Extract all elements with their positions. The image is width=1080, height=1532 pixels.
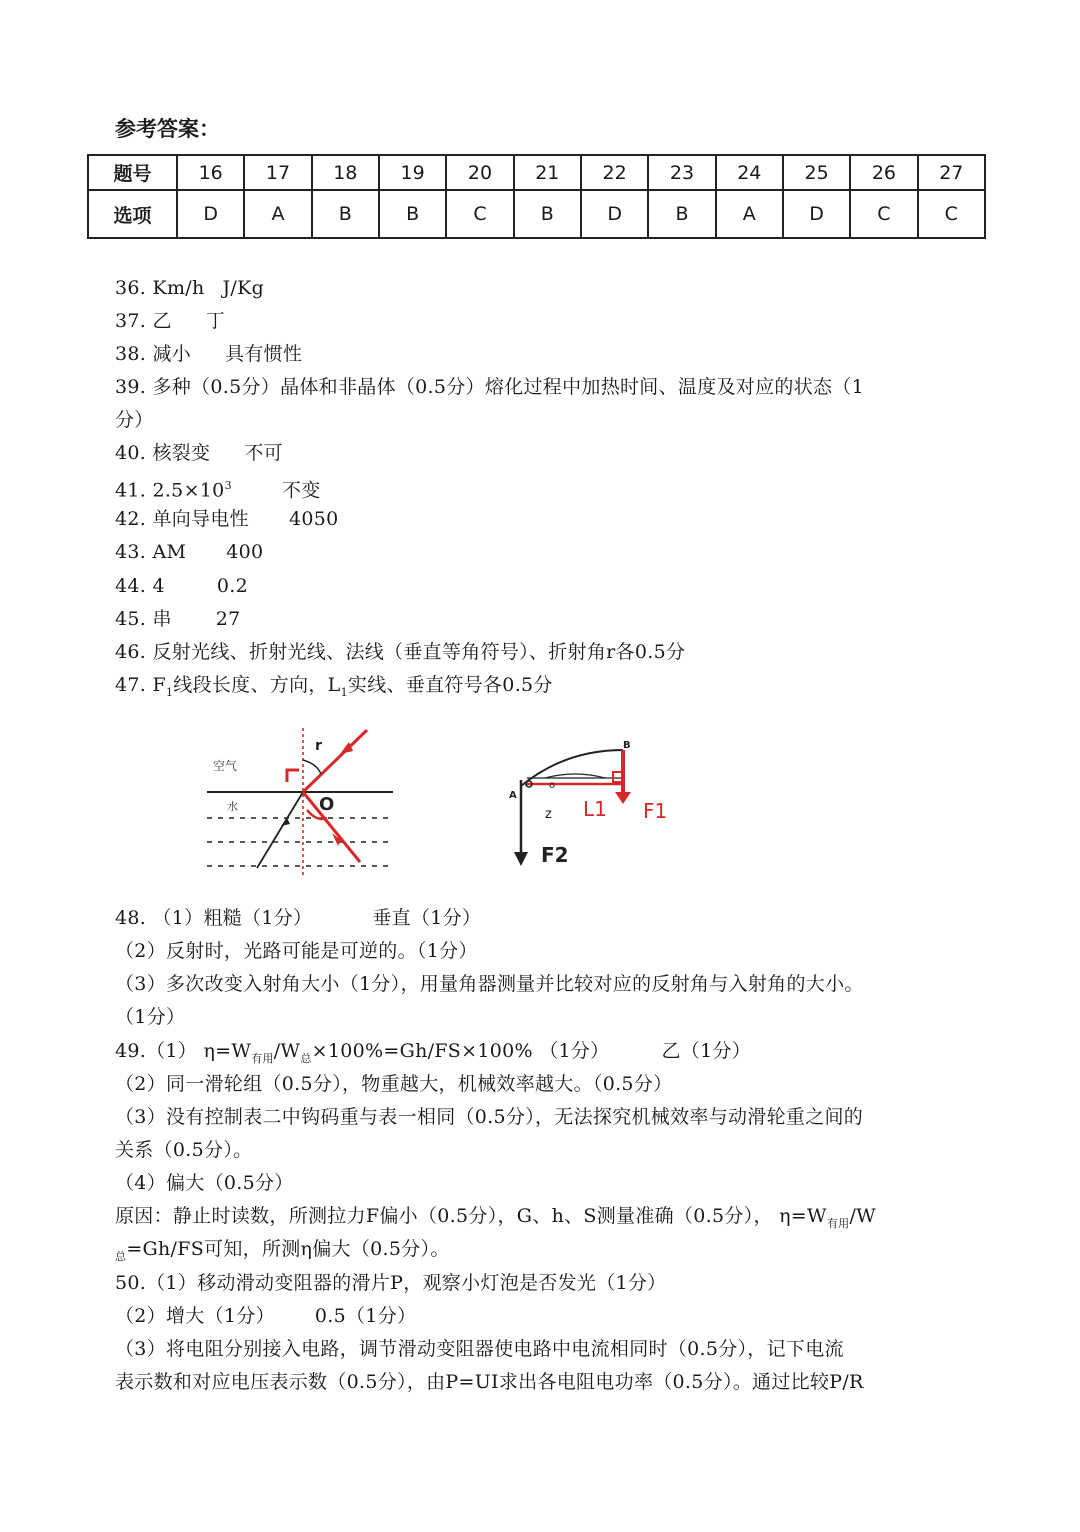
answer-text: 38. 减小 bbox=[115, 343, 192, 365]
answer-line-50-3b: 表示数和对应电压表示数（0.5分），由P=UI求出各电阻电功率（0.5分）。通过比较P/R bbox=[115, 1371, 864, 1393]
table-cell: 26 bbox=[850, 155, 917, 190]
answer-text: 41. 2.5×10 bbox=[115, 479, 225, 502]
superscript: 3 bbox=[224, 479, 232, 492]
answer-line-39: 39. 多种（0.5分）晶体和非晶体（0.5分）熔化过程中加热时间、温度及对应的状态（1 bbox=[115, 376, 864, 398]
answer-text: 0.2 bbox=[216, 575, 248, 597]
answer-text: 400 bbox=[226, 541, 264, 563]
answer-text: 36. Km/h bbox=[115, 277, 205, 299]
answer-text: ×100%=Gh/FS×100% （1分） bbox=[311, 1040, 610, 1062]
answer-line-47 bbox=[115, 673, 553, 705]
answer-text: 原因：静止时读数，所测拉力F偏小（0.5分），G、h、S测量准确（0.5分）， η=W bbox=[115, 1205, 827, 1227]
answer-text: （2）增大（1分） bbox=[115, 1305, 275, 1327]
lever-arm bbox=[521, 750, 623, 786]
answer-text: 40. 核裂变 bbox=[115, 442, 211, 464]
air-label: 空气 bbox=[213, 759, 238, 773]
answer-text: 45. 串 bbox=[115, 608, 172, 630]
answer-text: 47. F bbox=[115, 674, 166, 696]
table-cell: 23 bbox=[648, 155, 715, 190]
answer-text: 实线、垂直符号各0.5分 bbox=[347, 674, 553, 696]
answer-line-42 bbox=[115, 507, 339, 531]
subscript: 有用 bbox=[251, 1051, 274, 1065]
answer-line-41 bbox=[115, 474, 321, 502]
answer-line-43 bbox=[115, 540, 263, 564]
angle-arc bbox=[303, 760, 321, 774]
table-cell: C bbox=[918, 190, 985, 238]
table-cell: 22 bbox=[581, 155, 648, 190]
answer-text: 44. 4 bbox=[115, 575, 165, 597]
subscript: 有用 bbox=[826, 1216, 850, 1230]
page-title: 参考答案： bbox=[115, 117, 220, 141]
answer-text: 乙（1分） bbox=[661, 1040, 752, 1062]
answer-line-50-3: （3）将电阻分别接入电路，调节滑动变阻器使电路中电流相同时（0.5分），记下电流 bbox=[115, 1338, 844, 1360]
table-cell: A bbox=[244, 190, 311, 238]
subscript: 1 bbox=[165, 685, 174, 699]
subscript: 总 bbox=[115, 1249, 127, 1263]
table-cell: 24 bbox=[716, 155, 783, 190]
table-cell: D bbox=[581, 190, 648, 238]
answer-text: 不变 bbox=[281, 479, 321, 502]
table-cell: B bbox=[514, 190, 581, 238]
incident-ray bbox=[257, 792, 303, 868]
f2-label: F2 bbox=[541, 843, 569, 867]
b-label: B bbox=[623, 740, 631, 751]
answer-line-48-3b: （1分） bbox=[115, 1006, 186, 1028]
subscript: 总 bbox=[300, 1051, 312, 1065]
table-row-choices bbox=[88, 190, 985, 238]
answer-text: 48. （1）粗糙（1分） bbox=[115, 907, 313, 929]
table-head-number: 题号 bbox=[88, 155, 177, 190]
subscript: 1 bbox=[340, 685, 348, 699]
water-label: 水 bbox=[227, 800, 238, 813]
arrow-icon bbox=[615, 792, 631, 804]
o-label: o bbox=[549, 780, 556, 791]
answer-line-49-3b: 关系（0.5分）。 bbox=[115, 1139, 253, 1161]
table-row-numbers bbox=[88, 155, 985, 190]
perpendicular-mark bbox=[287, 770, 299, 782]
refraction-diagram bbox=[195, 720, 405, 880]
table-cell: 27 bbox=[918, 155, 985, 190]
answer-line-50-2 bbox=[115, 1304, 416, 1328]
answer-line-49-3: （3）没有控制表二中钩码重与表一相同（0.5分），无法探究机械效率与动滑轮重之间的 bbox=[115, 1106, 864, 1128]
answer-line-46: 46. 反射光线、折射光线、法线（垂直等角符号）、折射角r各0.5分 bbox=[115, 641, 686, 663]
answer-line-49 bbox=[115, 1039, 751, 1071]
table-cell: B bbox=[648, 190, 715, 238]
table-cell: 25 bbox=[783, 155, 850, 190]
table-cell: B bbox=[312, 190, 379, 238]
table-cell: 18 bbox=[312, 155, 379, 190]
answer-text: 4050 bbox=[288, 508, 339, 530]
answer-text: 49.（1） η=W bbox=[115, 1040, 252, 1062]
answer-line-38 bbox=[115, 342, 302, 366]
table-cell: D bbox=[177, 190, 244, 238]
answer-text: 线段长度、方向，L bbox=[173, 674, 341, 696]
table-cell: 19 bbox=[379, 155, 446, 190]
table-cell: C bbox=[850, 190, 917, 238]
answer-line-37 bbox=[115, 309, 225, 333]
l1-label: L1 bbox=[583, 797, 607, 821]
answer-line-39b: 分） bbox=[115, 409, 154, 431]
answer-text: 不可 bbox=[244, 442, 283, 464]
point-label: O bbox=[319, 794, 335, 815]
answer-text: 27 bbox=[215, 608, 241, 630]
answer-line-49-6 bbox=[115, 1237, 450, 1269]
arrow-icon bbox=[514, 852, 528, 866]
table-cell: 16 bbox=[177, 155, 244, 190]
table-head-choice: 选项 bbox=[88, 190, 177, 238]
answer-line-49-5 bbox=[115, 1204, 876, 1236]
answer-text: 丁 bbox=[205, 310, 226, 332]
table-cell: 20 bbox=[446, 155, 513, 190]
answer-text: 43. AM bbox=[115, 541, 187, 563]
answer-line-48-3: （3）多次改变入射角大小（1分），用量角器测量并比较对应的反射角与入射角的大小。 bbox=[115, 973, 864, 995]
table-cell: C bbox=[446, 190, 513, 238]
answer-line-40 bbox=[115, 441, 283, 465]
lever-diagram bbox=[505, 736, 690, 876]
answer-text: J/Kg bbox=[222, 277, 265, 299]
a-label: A bbox=[509, 790, 517, 801]
z-label: z bbox=[545, 807, 552, 822]
table-cell: D bbox=[783, 190, 850, 238]
answer-line-44 bbox=[115, 574, 248, 598]
table-cell: A bbox=[716, 190, 783, 238]
answer-line-50-1: 50.（1）移动滑动变阻器的滑片P，观察小灯泡是否发光（1分） bbox=[115, 1272, 667, 1294]
answer-text: 0.5（1分） bbox=[314, 1305, 417, 1327]
answer-table bbox=[87, 154, 986, 239]
answer-line-49-2: （2）同一滑轮组（0.5分），物重越大，机械效率越大。（0.5分） bbox=[115, 1073, 673, 1095]
f1-label: F1 bbox=[643, 799, 668, 823]
answer-text: 具有惯性 bbox=[225, 343, 303, 365]
answer-text: 42. 单向导电性 bbox=[115, 508, 249, 530]
angle-label: r bbox=[315, 738, 322, 754]
answer-line-49-4: （4）偏大（0.5分） bbox=[115, 1172, 294, 1194]
answer-line-36 bbox=[115, 276, 264, 300]
answer-text: =Gh/FS可知，所测η偏大（0.5分）。 bbox=[126, 1238, 450, 1260]
answer-text: /W bbox=[849, 1205, 876, 1227]
answer-line-48 bbox=[115, 906, 481, 930]
answer-line-45 bbox=[115, 607, 241, 631]
answer-text: 37. 乙 bbox=[115, 310, 172, 332]
answer-line-48-2: （2）反射时，光路可能是可逆的。（1分） bbox=[115, 940, 478, 962]
refracted-ray bbox=[303, 730, 367, 792]
answer-text: /W bbox=[273, 1040, 301, 1062]
table-cell: B bbox=[379, 190, 446, 238]
table-cell: 21 bbox=[514, 155, 581, 190]
answer-text: 垂直（1分） bbox=[372, 907, 482, 929]
table-cell: 17 bbox=[244, 155, 311, 190]
